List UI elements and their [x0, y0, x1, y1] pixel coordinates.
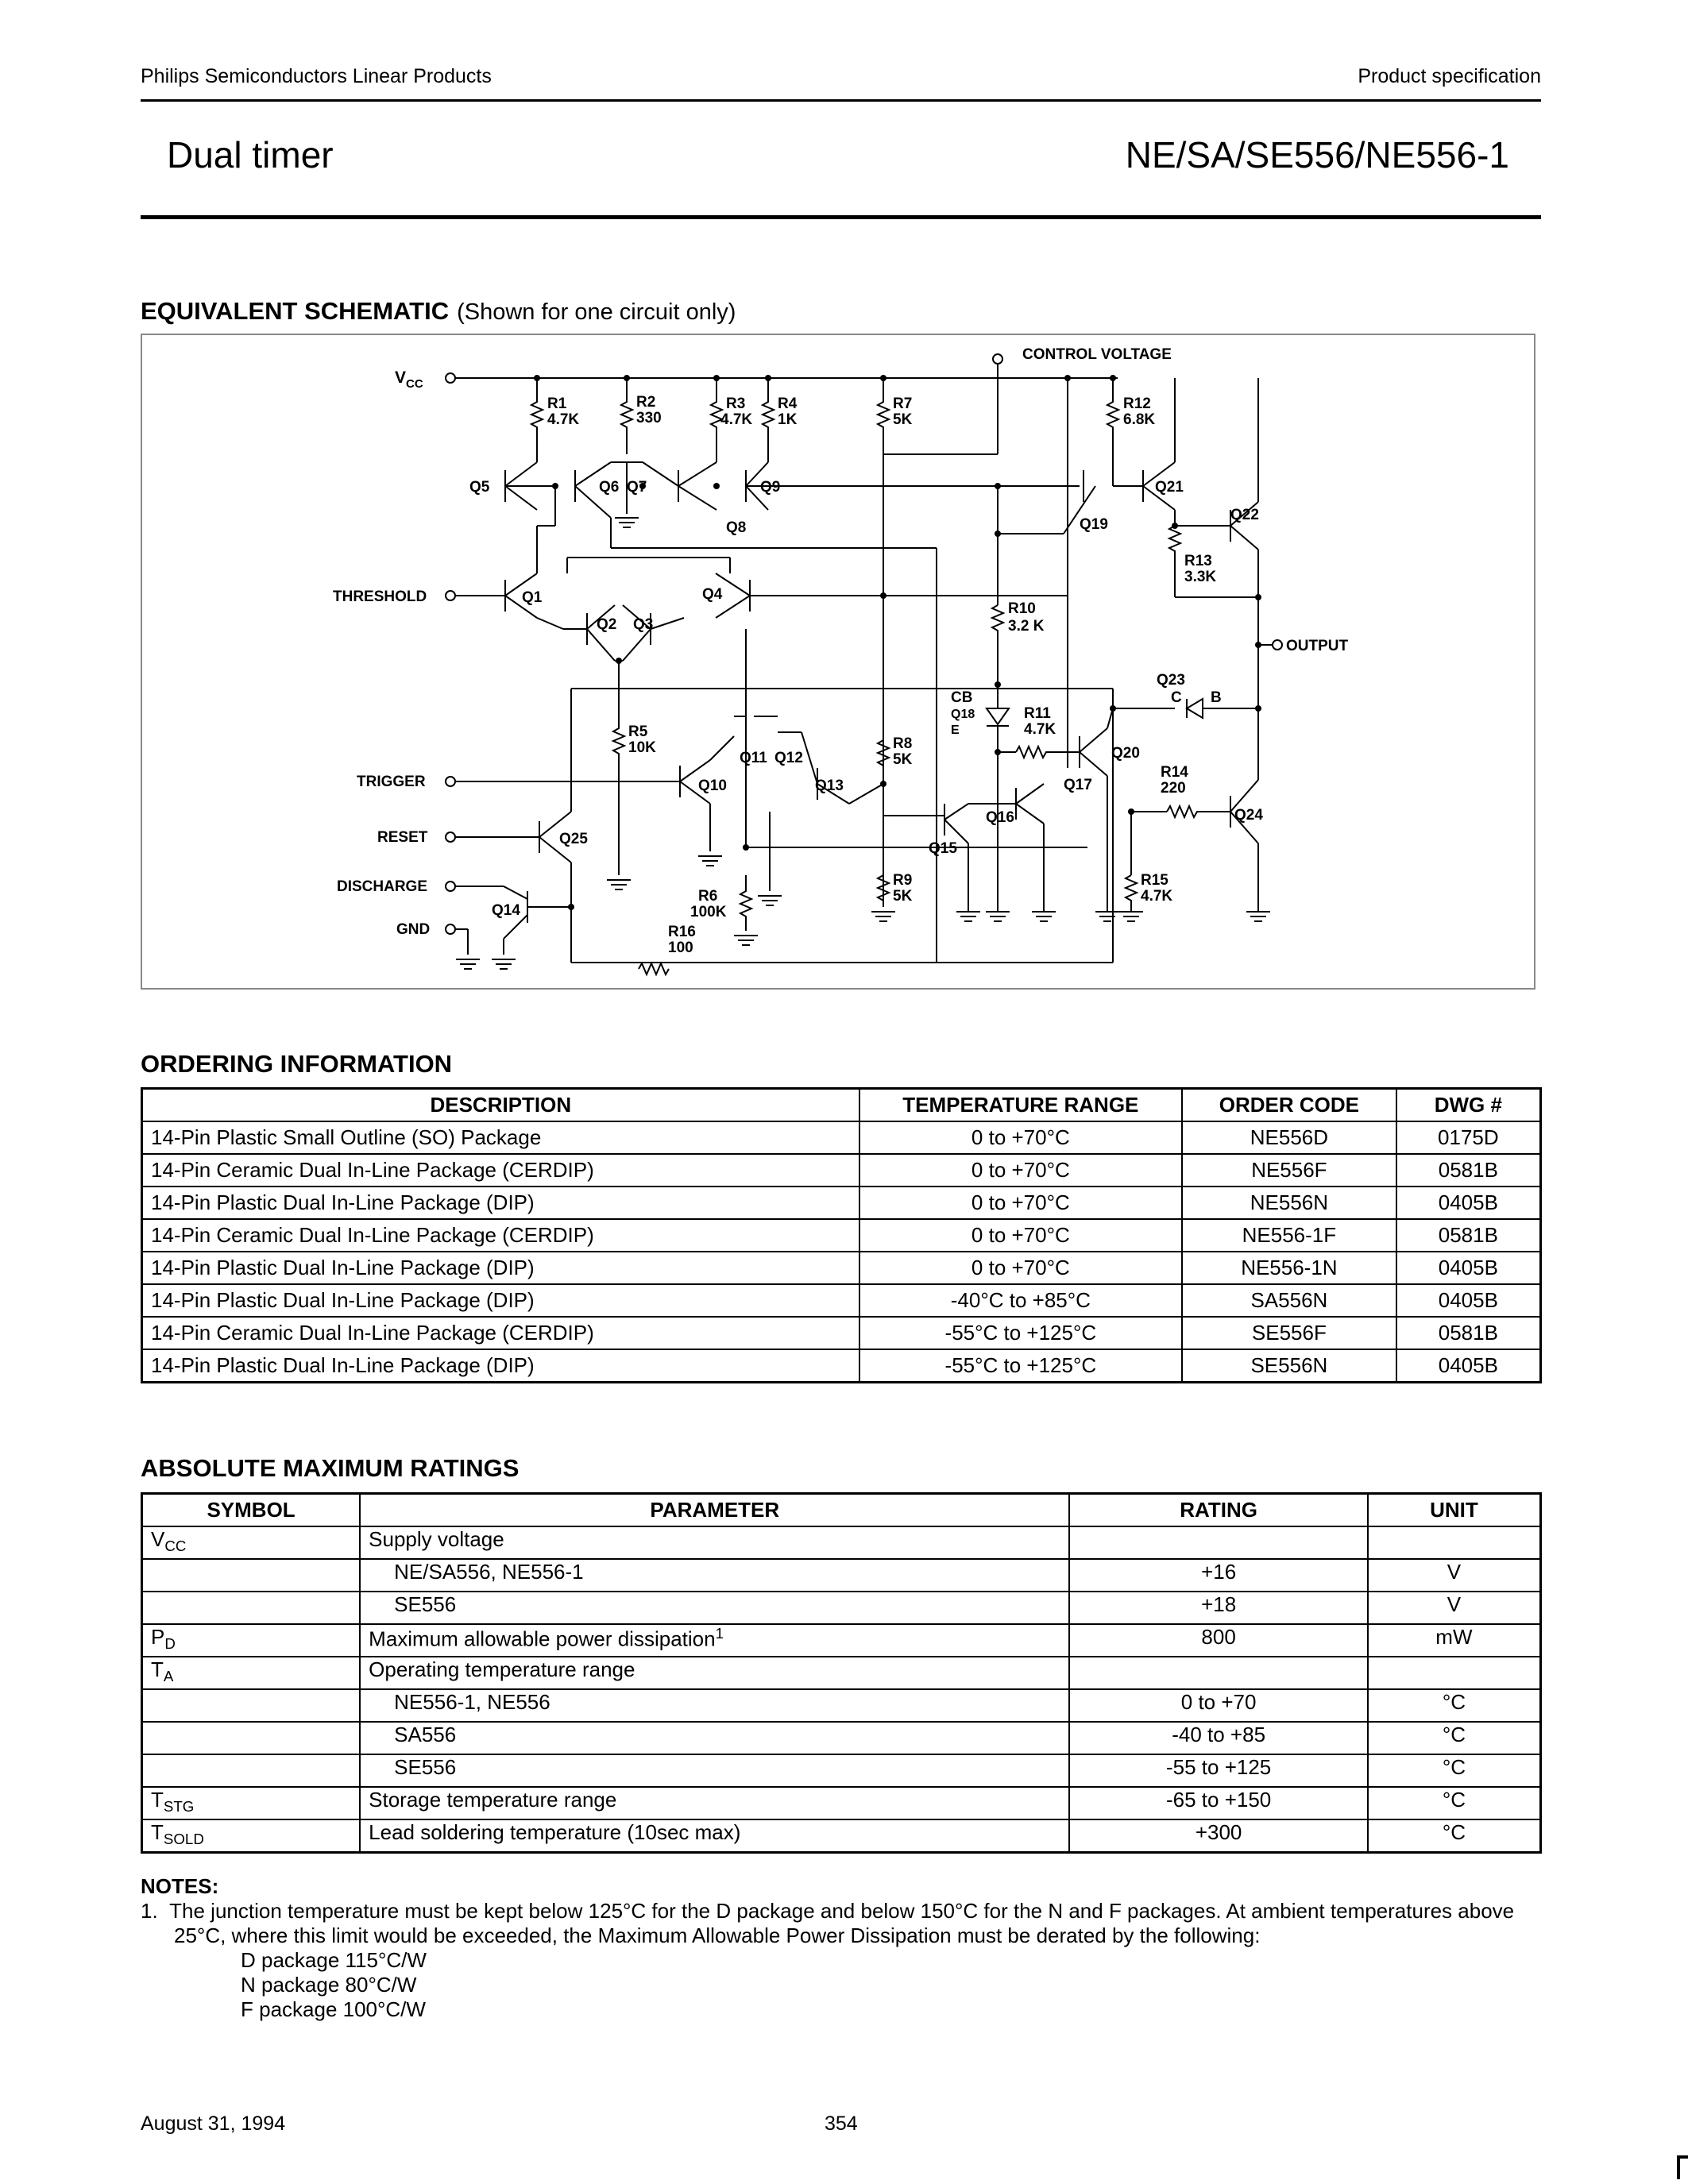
svg-text:R14: R14	[1161, 764, 1188, 781]
title-rule	[141, 215, 1541, 219]
svg-text:R16: R16	[668, 924, 696, 940]
col-rating: RATING	[1069, 1494, 1367, 1527]
svg-text:R9: R9	[893, 872, 913, 889]
svg-text:3.3K: 3.3K	[1184, 569, 1217, 585]
ratings-table	[141, 1492, 1542, 1854]
table-row: SE556 -55 to +125 °C	[142, 1754, 1541, 1787]
svg-text:Q13: Q13	[815, 778, 844, 794]
discharge-pin	[446, 882, 455, 891]
svg-text:10K: 10K	[628, 739, 656, 756]
control-voltage-pin	[993, 354, 1002, 364]
threshold-pin	[446, 591, 455, 600]
ratings-title: ABSOLUTE MAXIMUM RATINGS	[141, 1454, 520, 1482]
table-row: $T_{STG}$ Storage temperature range -65 to +150 °C	[142, 1787, 1541, 1819]
svg-text:R4: R4	[778, 396, 798, 412]
equivalent-schematic	[141, 334, 1535, 990]
table-row: 14-Pin Plastic Small Outline (SO) Package 0 to +70°C NE556D 0175D	[142, 1121, 1541, 1154]
svg-text:5K: 5K	[893, 888, 913, 905]
table-row: $T_{SOLD}$ Lead soldering temperature (10sec max) +300 °C	[142, 1819, 1541, 1853]
svg-text:CB: CB	[951, 689, 973, 706]
table-row: 14-Pin Plastic Dual In-Line Package (DIP) -40°C to +85°C SA556N 0405B	[142, 1284, 1541, 1317]
table-row: 14-Pin Plastic Dual In-Line Package (DIP) -55°C to +125°C SE556N 0405B	[142, 1349, 1541, 1383]
part-numbers: NE/SA/SE556/NE556-1	[1125, 134, 1509, 176]
table-row: SA556 -40 to +85 °C	[142, 1722, 1541, 1754]
output-label: OUTPUT	[1286, 638, 1349, 654]
svg-text:Q4: Q4	[702, 586, 723, 603]
svg-text:Q7: Q7	[627, 479, 647, 496]
table-row: 14-Pin Ceramic Dual In-Line Package (CERDIP) -55°C to +125°C SE556F 0581B	[142, 1317, 1541, 1349]
svg-text:R1: R1	[547, 396, 567, 412]
table-row: NE556-1, NE556 0 to +70 °C	[142, 1689, 1541, 1722]
svg-text:Q19: Q19	[1080, 516, 1108, 533]
svg-text:R3: R3	[726, 396, 746, 412]
svg-text:Q15: Q15	[929, 840, 957, 857]
svg-text:Q6: Q6	[599, 479, 620, 496]
svg-text:Q9: Q9	[760, 479, 781, 496]
symbol-tstg: $T_{STG}$	[142, 1787, 361, 1819]
schematic-diagram	[142, 335, 1537, 991]
table-row: 14-Pin Ceramic Dual In-Line Package (CERDIP) 0 to +70°C NE556-1F 0581B	[142, 1219, 1541, 1252]
note-1: 1. The junction temperature must be kept below 125°C for the D package and below 150°C for the N and F packages. At ambient temperatures above 25°C, where this limit would be exceeded, the Maximum Allowable Power Dissipation must be derated by the following:	[141, 1899, 1515, 1947]
svg-text:R2: R2	[636, 394, 656, 411]
notes-title: NOTES:	[141, 1874, 219, 1898]
svg-text:5K: 5K	[893, 751, 913, 768]
svg-text:Q1: Q1	[522, 589, 543, 606]
table-row: $T_A$ Operating temperature range	[142, 1657, 1541, 1689]
col-temperature-range: TEMPERATURE RANGE	[859, 1089, 1182, 1122]
svg-text:Q22: Q22	[1230, 507, 1259, 523]
symbol-vcc: $V_{CC}$	[142, 1526, 361, 1559]
table-row: SE556 +18 V	[142, 1592, 1541, 1624]
svg-text:Q10: Q10	[698, 778, 727, 794]
svg-text:100K: 100K	[690, 904, 727, 920]
svg-text:330: 330	[636, 410, 662, 426]
vcc-label: $V_{CC}$	[395, 369, 423, 391]
vcc-pin	[446, 373, 455, 383]
svg-text:R11: R11	[1024, 705, 1051, 722]
svg-text:R6: R6	[698, 888, 718, 905]
svg-text:4.7K: 4.7K	[547, 411, 580, 428]
svg-text:Q8: Q8	[726, 519, 747, 536]
table-row: 14-Pin Plastic Dual In-Line Package (DIP) 0 to +70°C NE556-1N 0405B	[142, 1252, 1541, 1284]
crop-mark	[1677, 2155, 1688, 2179]
symbol-pd: $P_D$	[142, 1624, 361, 1657]
svg-text:R8: R8	[893, 735, 913, 752]
svg-text:1K: 1K	[778, 411, 798, 428]
svg-text:4.7K: 4.7K	[1141, 888, 1173, 905]
schematic-section-title	[141, 297, 736, 326]
col-unit: UNIT	[1368, 1494, 1541, 1527]
discharge-label: DISCHARGE	[337, 878, 428, 895]
symbol-tsold: $T_{SOLD}$	[142, 1819, 361, 1853]
svg-text:R10: R10	[1008, 600, 1036, 617]
table-row: 14-Pin Ceramic Dual In-Line Package (CERDIP) 0 to +70°C NE556F 0581B	[142, 1154, 1541, 1187]
table-row: $P_D$ Maximum allowable power dissipation$^1$ 800 mW	[142, 1624, 1541, 1657]
page-number: 354	[825, 2113, 858, 2135]
ordering-title: ORDERING INFORMATION	[141, 1050, 453, 1078]
company-name: Philips Semiconductors Linear Products	[141, 65, 492, 87]
svg-text:Q23: Q23	[1157, 672, 1185, 689]
reset-label: RESET	[377, 829, 428, 846]
control-voltage-label: CONTROL VOLTAGE	[1022, 346, 1172, 363]
threshold-label: THRESHOLD	[333, 588, 427, 605]
footer-date: August 31, 1994	[141, 2113, 286, 2135]
svg-text:Q2: Q2	[597, 616, 617, 633]
ordering-table	[141, 1087, 1542, 1383]
trigger-label: TRIGGER	[357, 774, 426, 790]
svg-text:E: E	[951, 723, 960, 737]
svg-text:Q16: Q16	[986, 809, 1014, 826]
svg-text:Q25: Q25	[559, 831, 588, 847]
svg-text:220: 220	[1161, 780, 1186, 797]
svg-text:Q21: Q21	[1155, 479, 1184, 496]
col-order-code: ORDER CODE	[1182, 1089, 1396, 1122]
note-package-d: D package 115°C/W	[241, 1948, 427, 1972]
svg-text:Q12: Q12	[774, 750, 803, 766]
page-title: Dual timer	[167, 134, 334, 176]
svg-text:R5: R5	[628, 723, 648, 740]
svg-text:Q3: Q3	[633, 616, 654, 633]
table-row: 14-Pin Plastic Dual In-Line Package (DIP) 0 to +70°C NE556N 0405B	[142, 1187, 1541, 1219]
svg-text:R7: R7	[893, 396, 913, 412]
svg-text:B: B	[1211, 689, 1222, 706]
svg-text:4.7K: 4.7K	[1024, 721, 1056, 738]
svg-text:6.8K: 6.8K	[1123, 411, 1156, 428]
col-description: DESCRIPTION	[142, 1089, 859, 1122]
reset-pin	[446, 832, 455, 842]
col-parameter: PARAMETER	[360, 1494, 1069, 1527]
gnd-pin	[446, 924, 455, 934]
document-type: Product specification	[1358, 65, 1541, 87]
svg-text:Q18: Q18	[951, 708, 975, 721]
svg-text:R12: R12	[1123, 396, 1151, 412]
svg-text:R13: R13	[1184, 553, 1212, 569]
svg-text:Q5: Q5	[469, 479, 490, 496]
gnd-label: GND	[396, 921, 431, 938]
schematic-subtitle: (Shown for one circuit only)	[457, 299, 736, 325]
svg-text:100: 100	[668, 940, 693, 956]
notes-section	[141, 1874, 1547, 2022]
svg-text:Q14: Q14	[492, 902, 520, 919]
ordering-header-row	[142, 1089, 1541, 1122]
svg-text:Q20: Q20	[1111, 745, 1140, 762]
svg-text:R15: R15	[1141, 872, 1168, 889]
col-dwg: DWG #	[1396, 1089, 1541, 1122]
table-row: NE/SA556, NE556-1 +16 V	[142, 1559, 1541, 1592]
svg-text:Q17: Q17	[1064, 777, 1092, 793]
note-package-f: F package 100°C/W	[241, 1997, 426, 2021]
col-symbol: SYMBOL	[142, 1494, 361, 1527]
svg-text:3.2 K: 3.2 K	[1008, 618, 1045, 635]
svg-text:Q24: Q24	[1234, 807, 1263, 824]
output-pin	[1273, 640, 1282, 650]
ratings-header-row	[142, 1494, 1541, 1527]
svg-text:Q11: Q11	[740, 750, 767, 766]
svg-text:4.7K: 4.7K	[720, 411, 753, 428]
symbol-ta: $T_A$	[142, 1657, 361, 1689]
note-package-n: N package 80°C/W	[241, 1973, 417, 1997]
svg-text:C: C	[1171, 689, 1182, 706]
svg-text:5K: 5K	[893, 411, 913, 428]
header-rule	[141, 99, 1541, 102]
trigger-pin	[446, 777, 455, 786]
table-row: $V_{CC}$ Supply voltage	[142, 1526, 1541, 1559]
schematic-title: EQUIVALENT SCHEMATIC	[141, 297, 450, 325]
